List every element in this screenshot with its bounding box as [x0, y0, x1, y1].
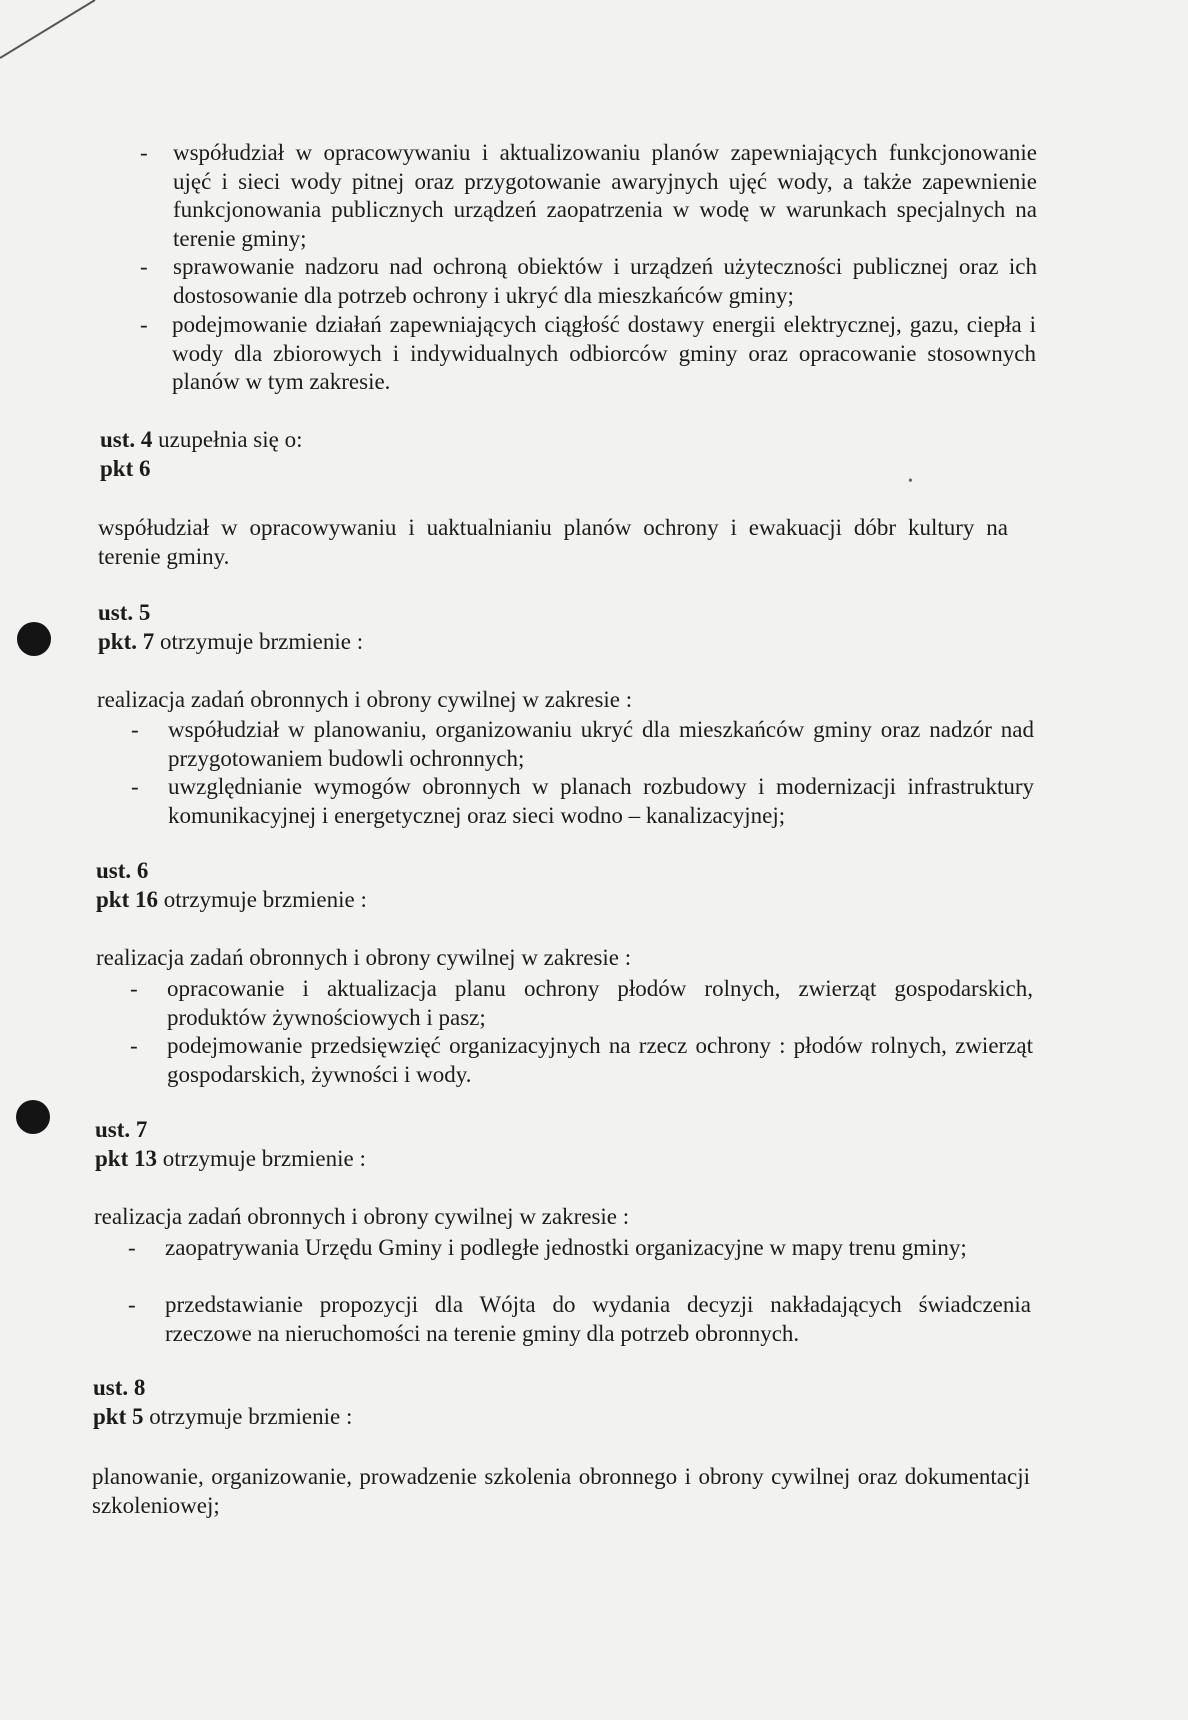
pkt-label: pkt 5 — [93, 1404, 144, 1429]
pkt-text: otrzymuje brzmienie : — [162, 1146, 366, 1171]
bullet-dash: - — [128, 1235, 136, 1260]
intro-line: realizacja zadań obronnych i obrony cywilnej w zakresie : — [97, 687, 633, 712]
bullet-dash: - — [140, 312, 148, 337]
pkt-5-heading — [93, 1403, 352, 1432]
pkt-7-heading — [98, 628, 363, 657]
ust-label: ust. 5 — [98, 600, 151, 625]
ust-7-heading — [95, 1116, 147, 1145]
ust-6-heading — [96, 857, 148, 886]
ust-label: ust. 6 — [96, 858, 149, 883]
list-item: sprawowanie nadzoru nad ochroną obiektów i urządzeń użyteczności publicznej oraz ich dostosowanie dla potrzeb ochrony i ukryć dla mieszkańców gminy; — [173, 254, 1037, 308]
pkt-text: otrzymuje brzmienie : — [149, 1404, 353, 1429]
list-item: opracowanie i aktualizacja planu ochrony płodów rolnych, zwierząt gospodarskich, produktów żywnościowych i pasz; — [167, 976, 1033, 1030]
ust-label: ust. 4 — [100, 427, 153, 452]
list-item: uwzględnianie wymogów obronnych w planach rozbudowy i modernizacji infrastruktury komunikacyjnej i energetycznej oraz sieci wodno – kanalizacyjnej; — [168, 774, 1034, 828]
pkt-text: otrzymuje brzmienie : — [160, 629, 364, 654]
list-item: przedstawianie propozycji dla Wójta do wydania decyzji nakładających świadczenia rzeczowe na nieruchomości na terenie gminy dla potrzeb obronnych. — [165, 1292, 1031, 1346]
list-item: współudział w planowaniu, organizowaniu ukryć dla mieszkańców gminy oraz nadzór nad przygotowaniem budowli ochronnych; — [168, 717, 1034, 771]
bullet-dash: - — [140, 254, 148, 279]
list-item: zaopatrywania Urzędu Gminy i podległe jednostki organizacyjne w mapy trenu gminy; — [165, 1235, 967, 1260]
list-item: podejmowanie działań zapewniających ciągłość dostawy energii elektrycznej, gazu, ciepła i wody dla zbiorowych i indywidualnych odbiorców gminy oraz opracowanie stosownych planów w tym zakresie. — [172, 312, 1036, 394]
stray-mark: • — [908, 474, 913, 489]
pkt-label: pkt. 7 — [98, 629, 155, 654]
list-item: podejmowanie przedsięwzięć organizacyjnych na rzecz ochrony : płodów rolnych, zwierząt gospodarskich, żywności i wody. — [167, 1033, 1033, 1087]
pkt-label: pkt 13 — [95, 1146, 157, 1171]
intro-line: realizacja zadań obronnych i obrony cywilnej w zakresie : — [94, 1204, 630, 1229]
ust-label: ust. 7 — [95, 1117, 148, 1142]
bullet-dash: - — [140, 140, 148, 165]
pkt-label: pkt 16 — [96, 887, 158, 912]
intro-line: realizacja zadań obronnych i obrony cywilnej w zakresie : — [96, 945, 632, 970]
ust-label: ust. 8 — [93, 1375, 146, 1400]
pkt-16-heading — [96, 886, 367, 915]
bullet-dash: - — [128, 1292, 136, 1317]
punch-hole-top — [17, 622, 51, 656]
bullet-dash: - — [131, 774, 139, 799]
punch-hole-bottom — [16, 1100, 50, 1134]
pkt-text: otrzymuje brzmienie : — [163, 887, 367, 912]
page-corner-fold — [0, 0, 130, 80]
list-item: współudział w opracowywaniu i aktualizowaniu planów zapewniających funkcjonowanie ujęć i sieci wody pitnej oraz przygotowanie awaryjnych ujęć wody, a także zapewnienie funkcjonowania publicznych urządzeń zaopatrzenia w wodę w warunkach specjalnych na terenie gminy; — [173, 140, 1037, 251]
ust-text: uzupełnia się o: — [158, 427, 303, 452]
paragraph: współudział w opracowywaniu i uaktualnianiu planów ochrony i ewakuacji dóbr kultury na terenie gminy. — [98, 515, 1008, 569]
pkt-label: pkt 6 — [100, 456, 151, 481]
ust-8-heading — [93, 1374, 145, 1403]
ust-5-heading — [98, 599, 150, 628]
paragraph: planowanie, organizowanie, prowadzenie szkolenia obronnego i obrony cywilnej oraz dokumentacji szkoleniowej; — [92, 1464, 1030, 1518]
pkt-6-heading — [100, 455, 151, 484]
pkt-13-heading — [95, 1145, 366, 1174]
bullet-dash: - — [130, 1033, 138, 1058]
ust-4-heading — [100, 426, 303, 455]
bullet-dash: - — [130, 976, 138, 1001]
bullet-dash: - — [131, 717, 139, 742]
